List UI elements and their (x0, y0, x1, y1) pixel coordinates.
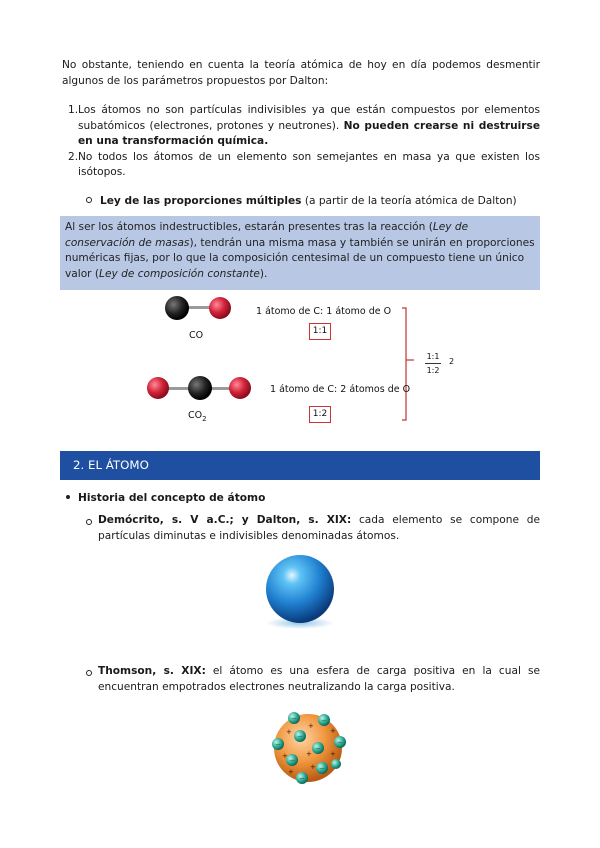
intro-paragraph: No obstante, teniendo en cuenta la teoría atómica de hoy en día podemos desmentir algunos de los parámetros propuestos por Dalton: (62, 59, 540, 87)
list-item-text: No todos los átomos de un elemento son semejantes en masa ya que existen los isótopos. (78, 150, 540, 178)
proton-sign: + (330, 727, 336, 735)
electron-sign: − (319, 765, 325, 773)
ratio-box-2: 1:2 (309, 406, 331, 423)
history-heading (66, 492, 265, 504)
history-heading-text: Historia del concepto de átomo (78, 492, 266, 504)
dalton-sphere-figure (256, 551, 346, 631)
fraction-denominator: 1:2 (426, 366, 440, 375)
fraction-bar (425, 363, 441, 364)
note-italic: Ley de composición constante (99, 267, 260, 280)
proton-sign: + (288, 768, 294, 776)
list-item-bold: No pueden crearse ni destruirse en una transformación química. (78, 119, 540, 147)
note-text: Al ser los átomos indestructibles, estarán presentes tras la reacción ( (65, 221, 433, 233)
bracket-line (402, 308, 406, 420)
ratio-fraction (422, 351, 444, 376)
dalton-corrections-list (62, 103, 540, 181)
circle-bullet-icon (86, 197, 92, 203)
circle-bullet-icon (86, 519, 92, 525)
proton-sign: + (310, 763, 316, 771)
fraction-result: 2 (449, 357, 455, 366)
electron-sign: − (275, 741, 281, 749)
list-number: 2. (68, 150, 79, 163)
oxygen-atom-icon (229, 377, 251, 399)
co2-label-text: CO (188, 410, 203, 421)
history-item-title: Demócrito, s. V a.C.; y Dalton, s. XIX: (98, 514, 352, 526)
note-text: ). (259, 267, 268, 280)
proton-sign: + (286, 728, 292, 736)
co-label: CO (189, 330, 204, 341)
circle-bullet-icon (86, 670, 92, 676)
highlight-note (60, 216, 540, 290)
fraction-numerator: 1:1 (426, 352, 440, 361)
proton-sign: + (282, 752, 288, 760)
electron-sign: − (315, 745, 321, 753)
electron-sign: − (291, 715, 297, 723)
ratio-box-1: 1:1 (309, 323, 331, 340)
disc-bullet-icon (66, 495, 70, 499)
ratio-text-2: 1 átomo de C: 2 átomos de O (270, 384, 411, 395)
atom-sphere-icon (266, 555, 334, 623)
electron-sign: − (299, 775, 305, 783)
law-bullet (86, 194, 517, 210)
history-item-title: Thomson, s. XIX: (98, 665, 206, 677)
list-item (62, 150, 540, 181)
law-title: Ley de las proporciones múltiples (100, 195, 302, 207)
electron-sign: − (337, 739, 343, 747)
co2-subscript: 2 (202, 414, 207, 423)
electron-sign: − (289, 757, 295, 765)
carbon-atom-icon (165, 296, 189, 320)
co2-label (188, 410, 207, 423)
law-rest: (a partir de la teoría atómica de Dalton) (301, 195, 517, 207)
carbon-atom-icon (188, 376, 212, 400)
list-item-text: Los átomos no son partículas indivisibles ya que están compuestos por elementos subatómicos (electrones, protones y neutrones). (78, 104, 540, 132)
history-item-thomson (82, 664, 540, 695)
electron-icon (331, 759, 341, 769)
history-item-democrito (82, 513, 540, 544)
history-item-text: el átomo es una esfera de carga positiva en la cual se encuentran empotrados electrones neutralizando la carga positiva. (98, 665, 540, 693)
note-italic: Ley de conservación de masas (65, 221, 469, 249)
proton-sign: + (306, 750, 312, 758)
list-number: 1. (68, 104, 79, 116)
thomson-model-figure (266, 706, 350, 790)
proton-sign: + (308, 722, 314, 730)
note-text: ), tendrán una misma masa y también se unirán en proporciones numéricas fijas, por lo que la composición centesimal de un compuesto tiene un único valor ( (65, 236, 535, 280)
proton-sign: + (330, 750, 336, 758)
history-item-text: cada elemento se compone de partículas diminutas e indivisibles denominadas átomos. (98, 514, 540, 542)
ratio-text-1: 1 átomo de C: 1 átomo de O (256, 306, 392, 317)
oxygen-atom-icon (147, 377, 169, 399)
electron-sign: − (321, 717, 327, 725)
oxygen-atom-icon (209, 297, 231, 319)
electron-sign: − (297, 733, 303, 741)
section-header: 2. EL ÁTOMO (60, 451, 540, 480)
list-item (62, 103, 540, 150)
